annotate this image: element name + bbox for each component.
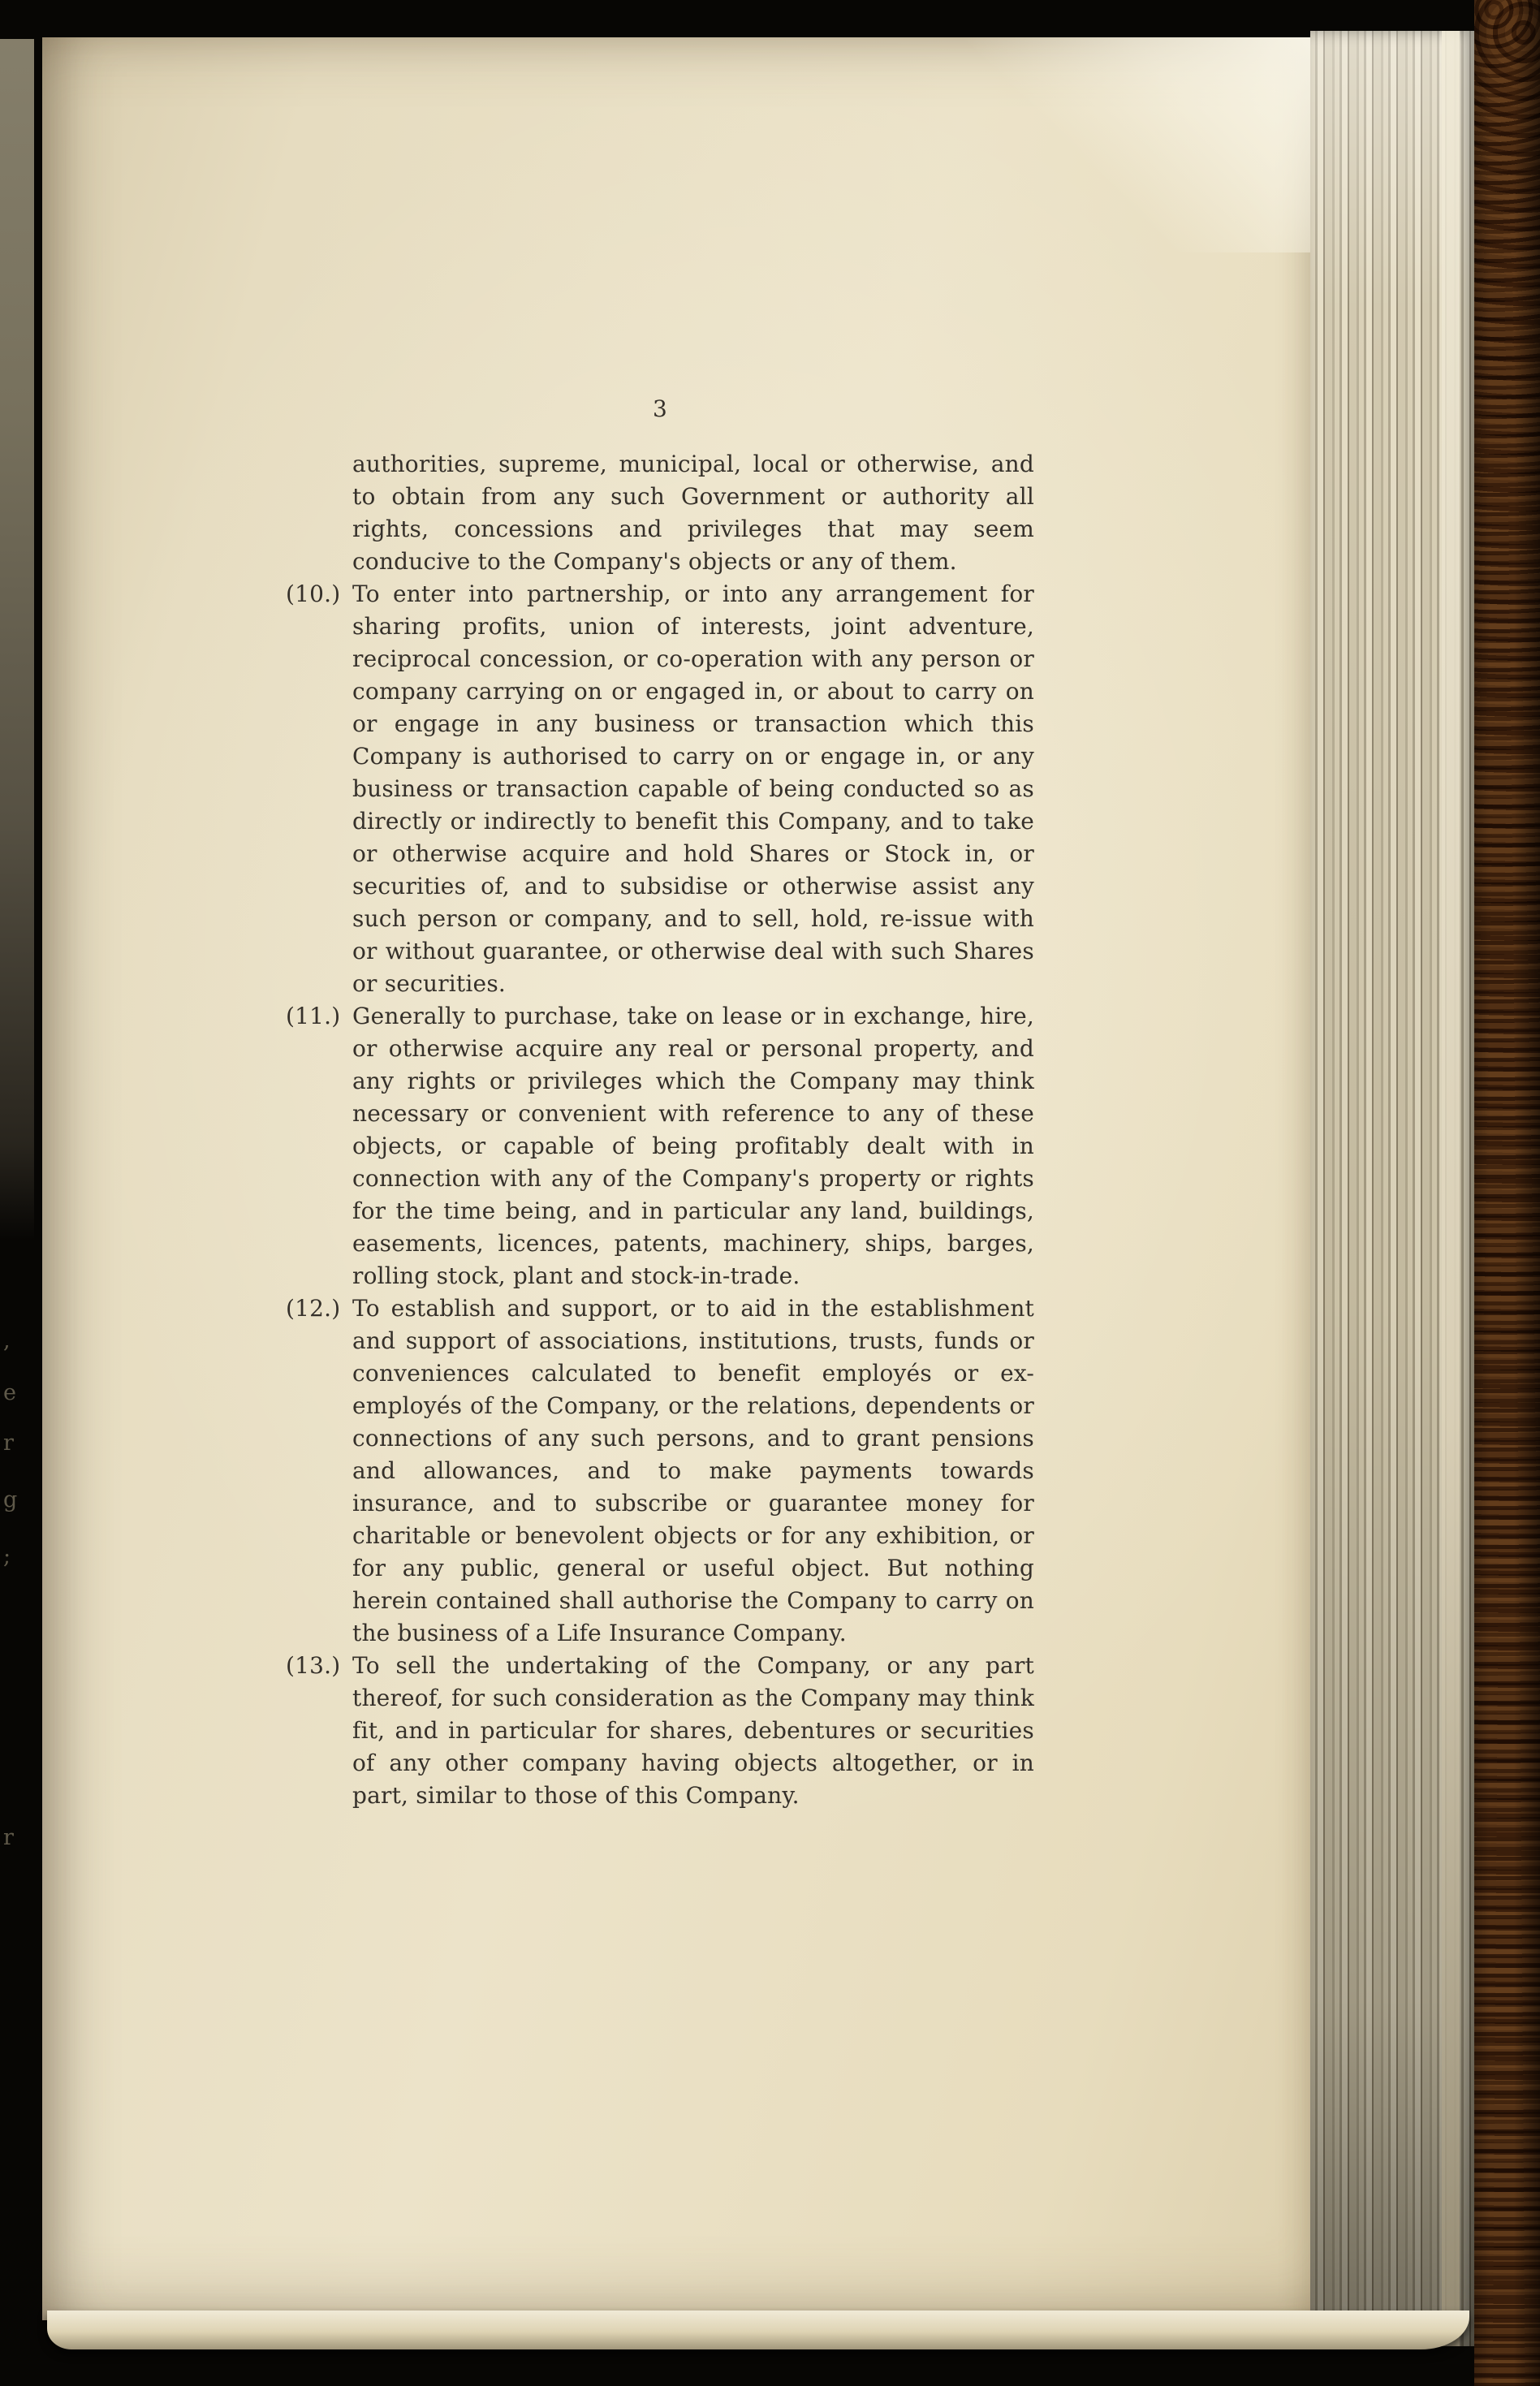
- page-number: 3: [652, 395, 667, 422]
- left-margin-bleed-column: [2, 0, 26, 2386]
- clause-number: (11.): [286, 1003, 341, 1029]
- clause-11: [286, 1000, 1034, 1292]
- bleed-glyph: g: [3, 1487, 18, 1512]
- bleed-glyph: ;: [3, 1544, 11, 1569]
- bleed-glyph: r: [3, 1430, 14, 1456]
- page-bottom-edge: [47, 2310, 1469, 2349]
- clause-12: [286, 1292, 1034, 1650]
- clause-text: To sell the undertaking of the Company, or any part thereof, for such consideration as the Company may think fit, and in particular for shares, debentures or securities of any other company having objects altogether, or in part, similar to those of this Company.: [352, 1652, 1034, 1809]
- bleed-glyph: e: [3, 1380, 16, 1405]
- clause-10: [286, 578, 1034, 1000]
- page-corner-highlight: [961, 37, 1310, 252]
- stacked-page-edges: [1310, 31, 1474, 2346]
- continuation-paragraph: authorities, supreme, municipal, local or otherwise, and to obtain from any such Government or authority all rights, concessions and privileges that may seem conducive to the Company's objects or any of them.: [352, 451, 1034, 575]
- bleed-glyph: ,: [3, 1328, 11, 1353]
- clause-text: To establish and support, or to aid in the establishment and support of associations, institutions, trusts, funds or conveniences calculated to benefit employés or ex-employés of the Company, or the relations, dependents or connections of any such persons, and to grant pensions and allowances, and to make payments towards insurance, and to subscribe or guarantee money for charitable or benevolent objects or for any exhibition, or for any public, general or useful object. But nothing herein contained shall authorise the Company to carry on the business of a Life Insurance Company.: [352, 1295, 1034, 1646]
- document-page: [42, 37, 1310, 2320]
- clause-number: (10.): [286, 580, 341, 607]
- page-text-block: [286, 393, 1034, 1812]
- clause-text: To enter into partnership, or into any arrangement for sharing profits, union of interests, joint adventure, reciprocal concession, or co-operation with any person or company carrying on or engaged in, or about to carry on or engage in any business or transaction which this Company is authorised to carry on or engage in, or any business or transaction capable of being conducted so as directly or indirectly to benefit this Company, and to take or otherwise acquire and hold Shares or Stock in, or securities of, and to subsidise or otherwise assist any such person or company, and to sell, hold, re-issue with or without guarantee, or otherwise deal with such Shares or securities.: [352, 580, 1034, 997]
- clause-text: Generally to purchase, take on lease or in exchange, hire, or otherwise acquire any real or personal property, and any rights or privileges which the Company may think necessary or convenient with reference to any of these objects, or capable of being profitably dealt with in connection with any of the Company's property or rights for the time being, and in particular any land, buildings, easements, licences, patents, machinery, ships, barges, rolling stock, plant and stock-in-trade.: [352, 1003, 1034, 1289]
- clause-13: [286, 1650, 1034, 1812]
- marbled-cover-edge: [1474, 0, 1540, 2386]
- clause-number: (12.): [286, 1295, 341, 1322]
- clause-number: (13.): [286, 1652, 341, 1679]
- page-edge-highlight: [1442, 31, 1460, 2346]
- bleed-glyph: r: [3, 1825, 14, 1850]
